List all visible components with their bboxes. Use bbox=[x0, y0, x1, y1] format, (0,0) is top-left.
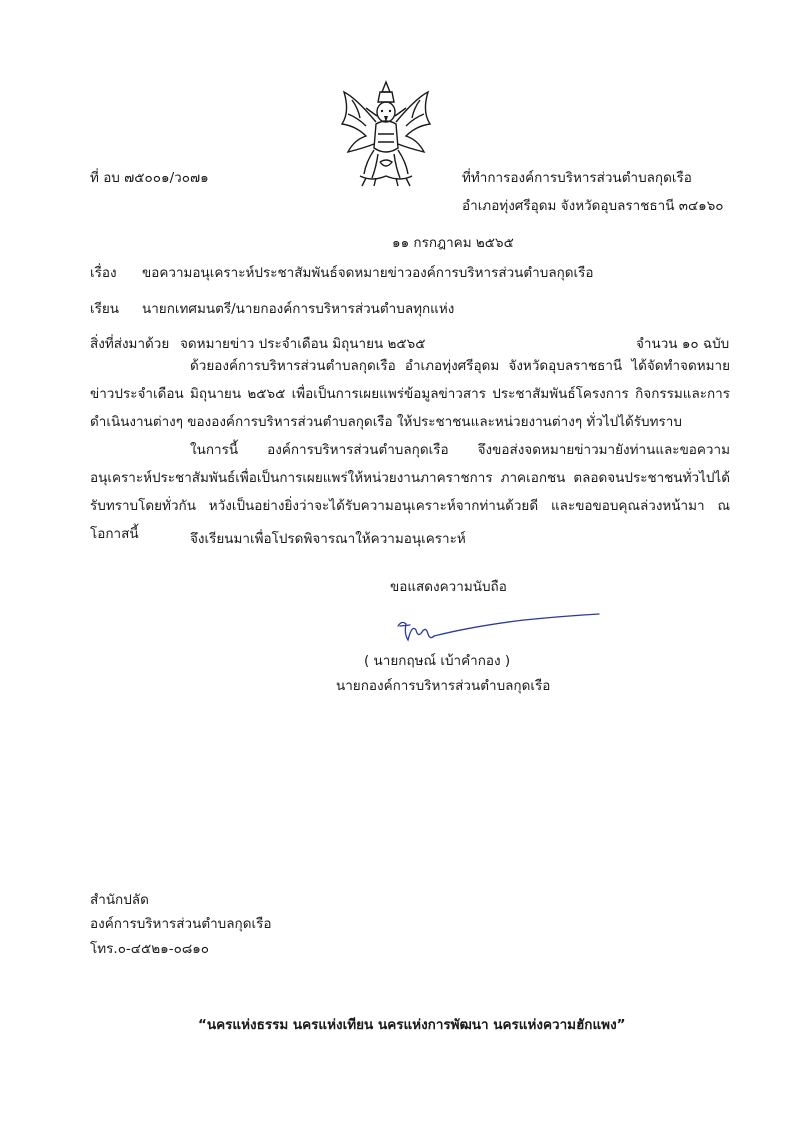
body-paragraph-3: จึงเรียนมาเพื่อโปรดพิจารณาให้ความอนุเคราะห์ bbox=[190, 531, 466, 547]
sender-office-line1: ที่ทำการองค์การบริหารส่วนตำบลกุดเรือ bbox=[462, 170, 692, 186]
enclosure-count: จำนวน ๑๐ ฉบับ bbox=[636, 336, 730, 352]
paragraph-1-text: ด้วยองค์การบริหารส่วนตำบลกุดเรือ อำเภอทุ่งศรีอุดม จังหวัดอุบลราชธานี ได้จัดทำจดหมายข่าวประจำเดือน มิถุนายน ๒๕๖๕ เพื่อเป็นการเผยแพร่ข้อมูลข่าวสาร ประชาสัมพันธ์โครงการ กิจกรรมและการดำเนินงานต่างๆ ขององค์การบริหารส่วนตำบลกุดเรือ ให้ประชาชนและหน่วยงานต่างๆ ทั่วไปได้รับทราบ bbox=[90, 358, 730, 430]
footer-phone: โทร.๐-๔๕๒๑-๐๘๑๐ bbox=[90, 941, 210, 957]
subject-label: เรื่อง bbox=[90, 265, 117, 281]
body-paragraph-1 bbox=[90, 352, 730, 436]
sender-office-line2: อำเภอทุ่งศรีอุดม จังหวัดอุบลราชธานี ๓๔๑๖๐ bbox=[462, 198, 724, 214]
enclosure-label: สิ่งที่ส่งมาด้วย bbox=[90, 336, 170, 352]
recipient-label: เรียน bbox=[90, 301, 120, 317]
signature bbox=[394, 612, 604, 652]
enclosure-text: จดหมายข่าว ประจำเดือน มิถุนายน ๒๕๖๕ bbox=[180, 336, 426, 352]
recipient-text: นายกเทศมนตรี/นายกองค์การบริหารส่วนตำบลทุกแห่ง bbox=[142, 301, 455, 317]
motto: “นครแห่งธรรม นครแห่งเทียน นครแห่งการพัฒนา นครแห่งความฮักแพง” bbox=[198, 1017, 626, 1033]
closing: ขอแสดงความนับถือ bbox=[390, 579, 507, 595]
reference-number: ที่ อบ ๗๕๐๐๑/ว๐๗๑ bbox=[90, 170, 209, 186]
letter-date: ๑๑ กรกฎาคม ๒๕๖๕ bbox=[392, 235, 514, 251]
signatory-title: นายกองค์การบริหารส่วนตำบลกุดเรือ bbox=[336, 678, 551, 694]
paragraph-2-text: ในการนี้ องค์การบริหารส่วนตำบลกุดเรือ จึงขอส่งจดหมายข่าวมายังท่านและขอความอนุเคราะห์ประชาสัมพันธ์เพื่อเป็นการเผยแพร่ให้หน่วยงานภาคราชการ ภาคเอกชน ตลอดจนประชาชนทั่วไปได้รับทราบโดยทั่วกัน หวังเป็นอย่างยิ่งว่าจะได้รับความอนุเคราะห์จากท่านด้วยดี และขอขอบคุณล่วงหน้ามา ณ โอกาสนี้ bbox=[90, 442, 730, 542]
footer-organization: องค์การบริหารส่วนตำบลกุดเรือ bbox=[90, 916, 272, 932]
garuda-emblem bbox=[336, 78, 436, 190]
footer-division: สำนักปลัด bbox=[90, 892, 149, 908]
subject-text: ขอความอนุเคราะห์ประชาสัมพันธ์จดหมายข่าวองค์การบริหารส่วนตำบลกุดเรือ bbox=[142, 265, 594, 281]
signatory-name: ( นายกฤษณ์ เบ้าคำกอง ) bbox=[364, 653, 511, 669]
